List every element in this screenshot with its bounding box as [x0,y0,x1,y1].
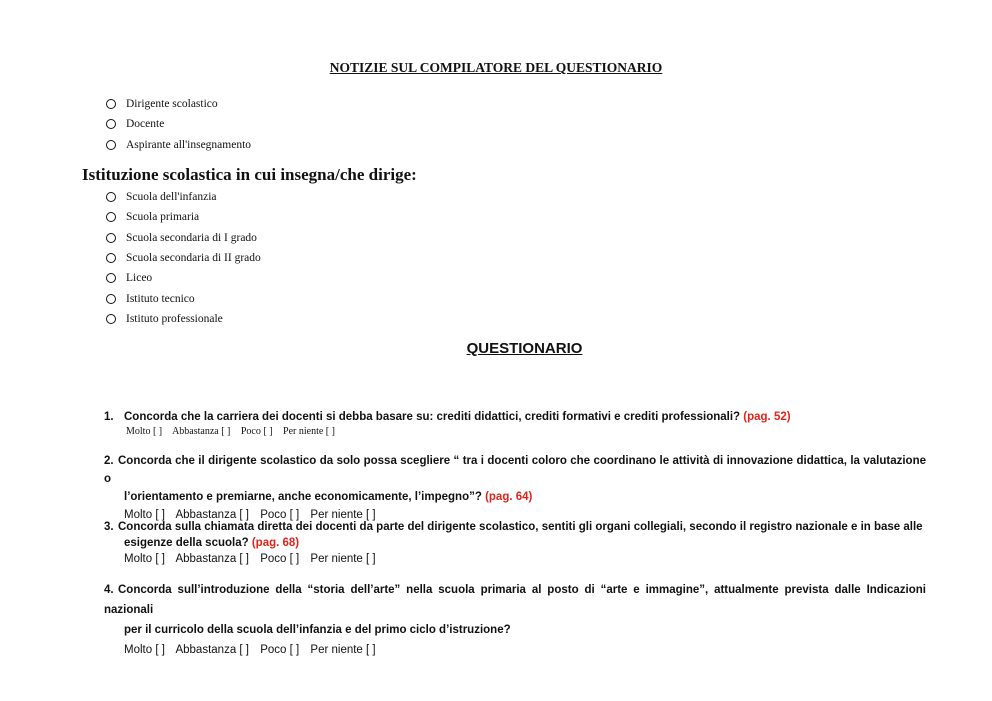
institution-option[interactable] [106,248,261,268]
answer-molto[interactable]: Molto [ ] [126,426,163,437]
answer-abbastanza[interactable]: Abbastanza [ ] [175,553,249,565]
role-label: Dirigente scolastico [126,98,218,111]
role-option[interactable] [106,94,251,114]
institution-option[interactable] [106,268,261,288]
answer-poco[interactable]: Poco [ ] [240,426,273,437]
question-1 [104,408,926,438]
radio-icon[interactable] [106,273,116,283]
role-option[interactable] [106,114,251,134]
answer-poco[interactable]: Poco [ ] [260,509,300,521]
question-3 [104,518,926,568]
radio-icon[interactable] [106,140,116,150]
question-number: 1. [104,411,114,423]
answer-poco[interactable]: Poco [ ] [260,644,300,656]
question-line: Concorda sull’introduzione della “storia dell’arte” nella scuola primaria al posto di “arte e immagine”, attualmente prevista dalle Indicazioni nazionali [104,584,926,616]
answer-abbastanza[interactable]: Abbastanza [ ] [175,509,249,521]
institution-label: Scuola dell'infanzia [126,191,217,204]
question-line: Concorda che il dirigente scolastico da solo possa scegliere “ tra i docenti coloro che coordinano le attività di innovazione didattica, la valutazione o [104,455,926,485]
question-line: Concorda sulla chiamata diretta dei docenti da parte del dirigente scolastico, sentiti gli organi collegiali, secondo il registro nazionale e in base alle [118,521,923,533]
role-label: Aspirante all'insegnamento [126,138,252,151]
answer-per-niente[interactable]: Per niente [ ] [310,644,376,656]
answer-per-niente[interactable]: Per niente [ ] [310,509,376,521]
question-line: l’orientamento e premiarne, anche economicamente, l’impegno”? [124,491,482,503]
questionnaire-title: QUESTIONARIO [466,340,583,357]
institution-option[interactable] [106,207,261,227]
answer-options [104,550,926,568]
institution-option[interactable] [106,288,261,308]
page-reference: (pag. 64) [485,491,533,503]
institution-label: Scuola secondaria di II grado [126,252,261,265]
institution-label: Scuola secondaria di I grado [126,231,257,244]
question-text [104,452,926,488]
institution-label: Scuola primaria [126,211,200,224]
answer-molto[interactable]: Molto [ ] [124,553,165,565]
radio-icon[interactable] [106,314,116,324]
institution-heading: Istituzione scolastica in cui insegna/che dirige: [82,165,417,184]
question-line: per il curricolo della scuola dell’infanzia e del primo ciclo d’istruzione? [124,624,511,636]
institution-label: Istituto tecnico [126,292,195,305]
question-2 [104,452,926,524]
radio-icon[interactable] [106,253,116,263]
page-reference: (pag. 68) [251,537,300,549]
answer-molto[interactable]: Molto [ ] [124,644,165,656]
answer-options [104,640,926,660]
radio-icon[interactable] [106,294,116,304]
institution-options [106,187,261,329]
answer-per-niente[interactable]: Per niente [ ] [310,553,376,565]
question-text-continued [104,488,926,506]
question-text [104,580,926,620]
role-label: Docente [126,118,165,131]
institution-label: Istituto professionale [126,312,223,325]
institution-option[interactable] [106,228,261,248]
answer-molto[interactable]: Molto [ ] [124,509,165,521]
radio-icon[interactable] [106,99,116,109]
answer-abbastanza[interactable]: Abbastanza [ ] [175,644,249,656]
radio-icon[interactable] [106,233,116,243]
page-reference: (pag. 52) [743,411,791,423]
question-line: esigenze della scuola? [124,537,249,549]
question-number: 2. [104,455,114,467]
role-option[interactable] [106,135,251,155]
question-text [104,518,926,536]
radio-icon[interactable] [106,192,116,202]
role-options [106,94,251,155]
radio-icon[interactable] [106,119,116,129]
institution-option[interactable] [106,187,261,207]
answer-per-niente[interactable]: Per niente [ ] [283,426,335,437]
question-number: 3. [104,521,114,533]
question-text [104,408,926,426]
institution-option[interactable] [106,309,261,329]
form-header-title: NOTIZIE SUL COMPILATORE DEL QUESTIONARIO [329,60,663,75]
radio-icon[interactable] [106,212,116,222]
answer-abbastanza[interactable]: Abbastanza [ ] [172,426,231,437]
question-line: Concorda che la carriera dei docenti si debba basare su: crediti didattici, crediti formativi e crediti professionali? [124,411,741,423]
answer-poco[interactable]: Poco [ ] [260,553,300,565]
question-text-continued [104,620,926,640]
question-4 [104,580,926,660]
question-text-continued [104,536,926,550]
question-number: 4. [104,584,114,596]
answer-options [104,426,926,438]
institution-label: Liceo [126,272,153,285]
